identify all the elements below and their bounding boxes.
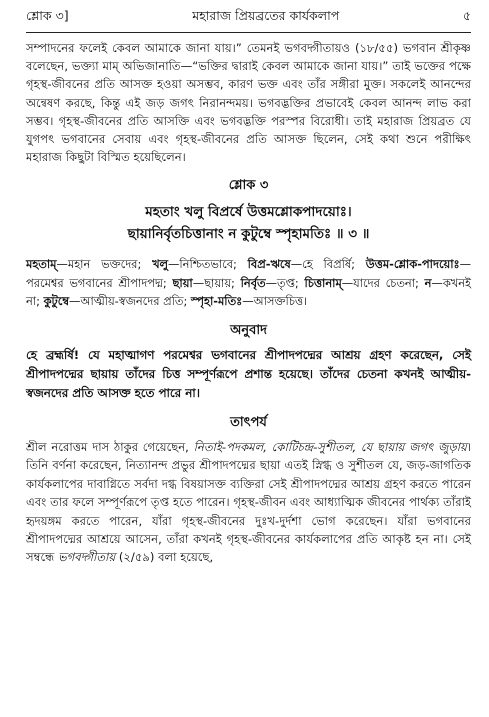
header-verse-ref: শ্লোক ৩]	[26, 8, 69, 23]
purport-text: । তিনি বর্ণনা করেছেন, নিত্যানন্দ প্রভুর শ্রীপাদপদ্মের ছায়া এতই স্নিগ্ধ ও সুশীতল যে, জড়-জাগতিক কার্যকলাপের দাবাগ্নিতে সর্বদা দগ্ধ বিষয়াসক্ত ব্যক্তিরা সেই শ্রীপাদপদ্মের আশ্রয় গ্রহণ করতে পারেন এবং তার ফলে সম্পূর্ণরূপে তৃপ্ত হতে পারেন। গৃহস্থ-জীবন এবং আধ্যাত্মিক জীবনের পার্থক্য তাঁরাই হৃদয়ঙ্গম করতে পারেন, যাঁরা গৃহস্থ-জীবনের দুঃখ-দুর্দশা ভোগ করেছেন। যাঁরা ভগবানের শ্রীপাদপদ্মের আশ্রয়ে আসেন, তাঁরা কখনই গৃহস্থ-জীবনের কার্যকলাপের প্রতি আকৃষ্ট হন না। সেই সম্বন্ধে	[26, 439, 471, 565]
synonym-meaning: —আসক্তচিত্ত।	[242, 294, 308, 309]
translation-heading: অনুবাদ	[230, 322, 267, 338]
purport-paragraph	[26, 438, 471, 567]
synonym-word: বিপ্র-ঋষে	[247, 257, 291, 272]
synonym-word: ছায়া	[172, 275, 193, 290]
verse-line-1: মহতাং খলু বিপ্রর্ষে উত্তমশ্লোকপাদয়োঃ।	[145, 204, 352, 221]
shloka-heading: শ্লোক ৩	[228, 178, 269, 194]
synonym-meaning: —ছায়ায়;	[192, 275, 241, 290]
synonym-word: কুটুম্বে	[43, 294, 70, 309]
translation-text: হে ব্রহ্মর্ষি! যে মহাত্মাগণ পরমেশ্বর ভগবানের শ্রীপাদপদ্মের আশ্রয় গ্রহণ করেছেন, সেই শ্রীপাদপদ্মের ছায়ায় তাঁদের চিত্ত সম্পূর্ণরূপে প্রশান্ত হয়েছে। তাঁদের চেতনা কখনই আত্মীয়-স্বজনদের প্রতি আসক্ত হতে পারে না।	[26, 347, 471, 400]
header-chapter-title: মহারাজ প্রিয়ব্রতের কার্যকলাপ	[192, 8, 340, 23]
page-number: ৫	[462, 8, 471, 23]
synonym-word: নির্বৃত	[240, 275, 266, 290]
synonym-meaning: —কখনই না;	[26, 275, 471, 309]
purport-quote: নিতাই-পদকমল, কোটিচন্দ্র-সুশীতল, যে ছায়ায় জগৎ জুড়ায়	[193, 439, 467, 454]
synonyms-paragraph	[26, 255, 471, 311]
purport-text: (২/৫৯) বলা হয়েছে,	[115, 550, 214, 565]
intro-paragraph: সম্পাদনের ফলেই কেবল আমাকে জানা যায়।” তেমনই ভগবদ্গীতায়ও (১৮/৫৫) ভগবান শ্রীকৃষ্ণ বলেছেন, ভক্ত্যা মাম্ অভিজানাতি—“ভক্তির দ্বারাই কেবল আমাকে জানা যায়।” তাই ভক্তের পক্ষে গৃহস্থ-জীবনের প্রতি আসক্ত হওয়া অসম্ভব, কারণ ভক্ত এবং তাঁর সঙ্গীরা মুক্ত। সকলেই আনন্দের অন্বেষণ করছে, কিন্তু এই জড় জগৎ নিরানন্দময়। ভগবদ্ভক্তির প্রভাবেই কেবল আনন্দ লাভ করা সম্ভব। গৃহস্থ-জীবনের প্রতি আসক্তি এবং ভগবদ্ভক্তি পরস্পর বিরোধী। তাই মহারাজ প্রিয়ব্রত যে যুগপৎ ভগবানের সেবায় এবং গৃহস্থ-জীবনের প্রতি আসক্ত ছিলেন, সেই কথা শুনে পরীক্ষিৎ মহারাজ কিছুটা বিস্মিত হয়েছিলেন।	[26, 41, 471, 165]
verse-line-2: ছায়ানির্বৃতচিত্তানাং ন কুটুম্বে স্পৃহামতিঃ ॥ ৩ ॥	[127, 226, 370, 243]
synonym-word: ন	[424, 275, 432, 290]
synonym-meaning: —নিশ্চিতভাবে;	[168, 257, 248, 272]
purport-heading: তাৎপর্য	[230, 414, 267, 430]
purport-text: শ্রীল নরোত্তম দাস ঠাকুর গেয়েছেন,	[26, 439, 194, 454]
synonym-meaning: —মহান ভক্তদের;	[56, 257, 153, 272]
synonym-word: উত্তম-শ্লোক-পাদয়োঃ	[365, 257, 460, 272]
purport-book-title: ভগবদ্গীতায়	[58, 550, 116, 565]
synonym-meaning: —যাদের চেতনা;	[341, 275, 425, 290]
synonym-word: মহতাম্	[26, 257, 57, 272]
synonym-meaning: —আত্মীয়-স্বজনদের প্রতি;	[69, 294, 191, 309]
synonym-word: স্পৃহা-মতিঃ	[190, 294, 243, 309]
synonym-word: চিত্তানাম্	[304, 275, 342, 290]
page-header	[26, 0, 471, 33]
synonym-meaning: —পরমেশ্বর ভগবানের শ্রীপাদপদ্ম;	[26, 257, 471, 290]
synonym-meaning: —হে বিপ্রর্ষি;	[290, 257, 366, 272]
synonym-word: খলু	[152, 257, 169, 272]
synonym-meaning: —তৃপ্ত;	[265, 275, 305, 290]
